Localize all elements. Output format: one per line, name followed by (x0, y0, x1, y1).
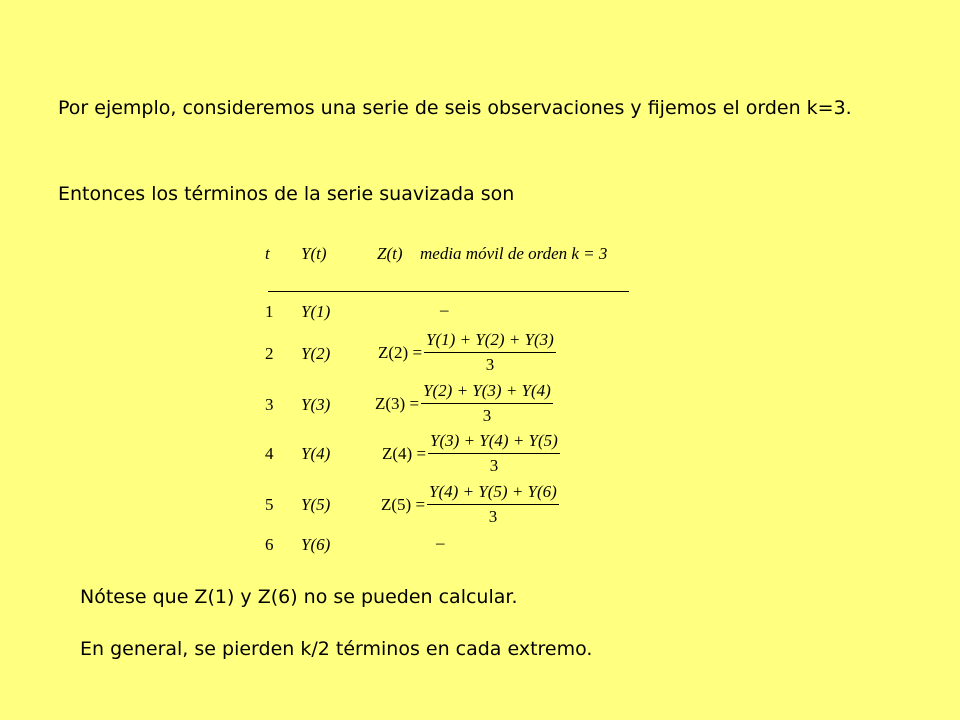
row-3-numerator: Y(2) + Y(3) + Y(4) (421, 381, 553, 404)
row-2-denominator: 3 (485, 355, 495, 374)
row-3-y: Y(3) (301, 395, 331, 414)
row-4-formula (382, 431, 560, 476)
row-3-t: 3 (265, 395, 274, 414)
header-description: media móvil de orden k = 3 (420, 244, 608, 263)
row-3-formula (375, 381, 553, 426)
row-4-lhs: Z(4) = (382, 443, 427, 463)
header-y: Y(t) (301, 244, 327, 263)
row-5-numerator: Y(4) + Y(5) + Y(6) (427, 482, 559, 505)
header-rule (268, 291, 629, 292)
row-6-t: 6 (265, 535, 274, 554)
row-2-numerator: Y(1) + Y(2) + Y(3) (424, 330, 556, 353)
lead-paragraph: Entonces los términos de la serie suavizada son (58, 183, 515, 205)
row-2-formula (378, 330, 556, 375)
row-6-y: Y(6) (301, 535, 331, 554)
note-general: En general, se pierden k/2 términos en cada extremo. (80, 638, 593, 660)
row-3-lhs: Z(3) = (375, 393, 420, 413)
row-5-denominator: 3 (488, 507, 498, 526)
row-2-t: 2 (265, 344, 274, 363)
row-4-t: 4 (265, 444, 274, 463)
row-5-formula (381, 482, 559, 527)
header-t: t (265, 244, 270, 263)
intro-paragraph: Por ejemplo, consideremos una serie de seis observaciones y fijemos el orden k=3. (58, 97, 852, 119)
row-1-t: 1 (265, 302, 274, 321)
row-3-denominator: 3 (482, 406, 492, 425)
row-5-lhs: Z(5) = (381, 494, 426, 514)
row-5-t: 5 (265, 495, 274, 514)
row-4-y: Y(4) (301, 444, 331, 463)
row-2-lhs: Z(2) = (378, 342, 423, 362)
row-1-y: Y(1) (301, 302, 331, 321)
row-5-y: Y(5) (301, 495, 331, 514)
row-4-numerator: Y(3) + Y(4) + Y(5) (428, 431, 560, 454)
row-1-z-dash: – (440, 300, 449, 319)
row-6-z-dash: – (436, 533, 445, 552)
row-2-y: Y(2) (301, 344, 331, 363)
row-4-denominator: 3 (489, 456, 499, 475)
note-uncomputable: Nótese que Z(1) y Z(6) no se pueden calcular. (80, 586, 518, 608)
header-z: Z(t) (377, 244, 403, 263)
